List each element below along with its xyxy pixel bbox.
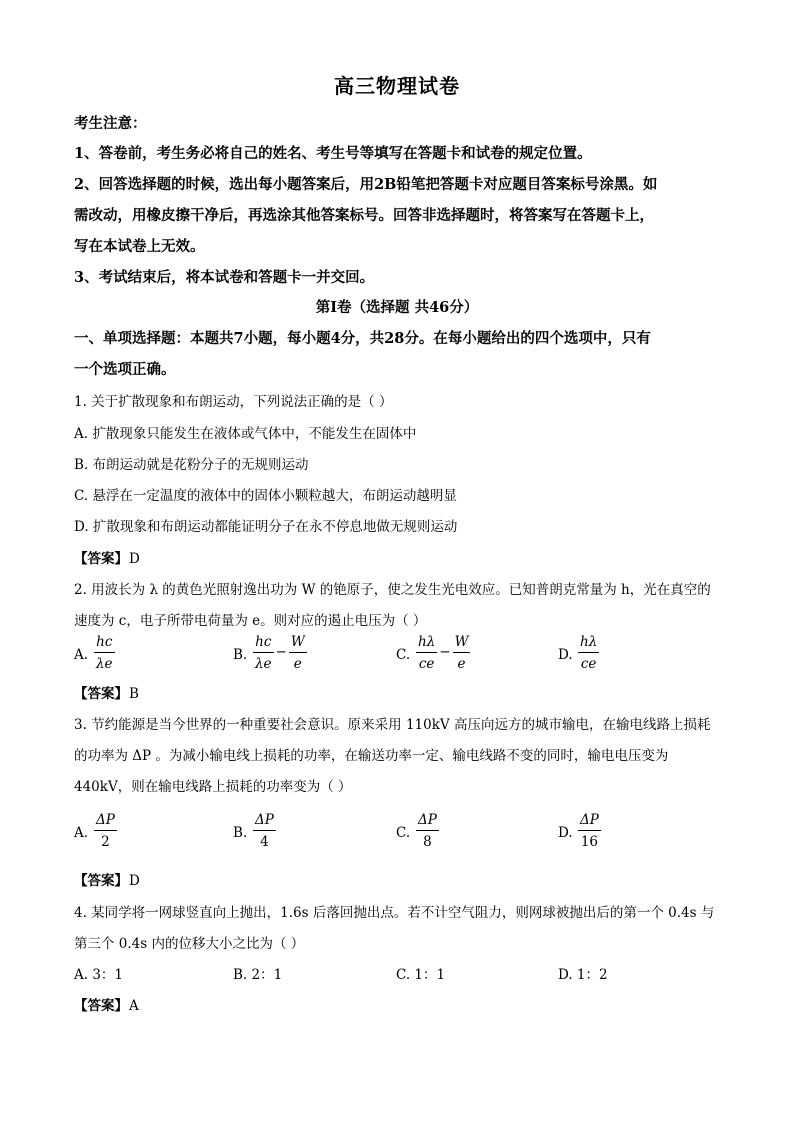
q3-stem-line-1: 3. 节约能源是当今世界的一种重要社会意识。原来采用 110kV 高压向远方的城市输电，在输电线路上损耗 [74, 717, 711, 733]
q2-answer-value: B [129, 686, 139, 702]
q3-options [74, 810, 734, 856]
fraction-numerator: ΔP [578, 810, 601, 831]
q4-stem-line-2: 第三个 0.4s 内的位移大小之比为（ ） [74, 936, 305, 952]
notice-item-2-line-2: 需改动，用橡皮擦干净后，再选涂其他答案标号。回答非选择题时，将答案写在答题卡上， [74, 207, 654, 224]
fraction [289, 632, 307, 675]
q3-stem-line-3: 440kV，则在输电线路上损耗的功率变为（ ） [74, 779, 352, 795]
fraction-numerator: hc [253, 632, 274, 653]
q1-option-b: B. 布朗运动就是花粉分子的无规则运动 [74, 457, 309, 473]
q1-option-c: C. 悬浮在一定温度的液体中的固体小颗粒越大，布朗运动越明显 [74, 488, 457, 504]
q1-answer [74, 547, 734, 567]
fraction-numerator: ΔP [94, 810, 117, 831]
q3-option-a-label: A. [74, 825, 89, 841]
fraction-denominator: 2 [101, 834, 110, 850]
q4-option-c: C. 1：1 [396, 967, 446, 983]
q3-option-d-label: D. [558, 825, 573, 841]
q3-answer [74, 869, 734, 889]
notice-item-1: 1、答卷前，考生务必将自己的姓名、考生号等填写在答题卡和试卷的规定位置。 [74, 145, 592, 162]
q1-option-d: D. 扩散现象和布朗运动都能证明分子在永不停息地做无规则运动 [74, 519, 458, 535]
q2-answer [74, 682, 734, 702]
fraction-numerator: hλ [416, 632, 437, 653]
fraction-numerator: hc [94, 632, 115, 653]
q4-stem-line-1: 4. 某同学将一网球竖直向上抛出，1.6s 后落回抛出点。若不计空气阻力，则网球被抛出后的第一个 0.4s 与 [74, 905, 715, 921]
answer-label: 【答案】 [74, 686, 128, 702]
q2-option-c-label: C. [396, 647, 411, 663]
notice-heading: 考生注意： [74, 115, 147, 132]
q3-option-b-label: B. [233, 825, 248, 841]
q1-answer-value: D [129, 551, 140, 567]
section-intro-line-2: 一个选项正确。 [74, 361, 176, 378]
q2-option-b-expression [253, 632, 307, 675]
answer-label: 【答案】 [74, 551, 128, 567]
fraction [416, 632, 437, 675]
fraction-denominator: λe [96, 656, 113, 672]
q4-option-b: B. 2：1 [233, 967, 283, 983]
q4-answer [74, 994, 734, 1014]
notice-item-3: 3、考试结束后，将本试卷和答题卡一并交回。 [74, 269, 375, 286]
notice-item-2-line-1: 2、回答选择题的时候，选出每小题答案后，用2B铅笔把答题卡对应题目答案标号涂黑。如 [74, 176, 658, 193]
fraction-numerator: hλ [578, 632, 599, 653]
notice-item-2-line-3: 写在本试卷上无效。 [74, 238, 205, 255]
fraction-denominator: 4 [260, 834, 269, 850]
q3-option-c-fraction [416, 810, 439, 853]
q2-options [74, 632, 734, 678]
minus-sign: − [275, 644, 287, 660]
fraction-denominator: e [457, 656, 466, 672]
q3-option-a-fraction [94, 810, 117, 853]
q2-stem-line-2: 速度为 c，电子所带电荷量为 e。则对应的遏止电压为（ ） [74, 613, 427, 629]
minus-sign: − [439, 644, 451, 660]
answer-label: 【答案】 [74, 873, 128, 889]
q4-option-a: A. 3：1 [74, 967, 124, 983]
page-title: 高三物理试卷 [334, 74, 460, 98]
q3-option-b-fraction [253, 810, 276, 853]
fraction-denominator: 16 [580, 834, 599, 850]
q4-answer-value: A [129, 998, 139, 1014]
fraction-denominator: ce [580, 656, 597, 672]
fraction-numerator: W [289, 632, 307, 653]
fraction-numerator: W [453, 632, 471, 653]
answer-label: 【答案】 [74, 998, 128, 1014]
fraction [253, 632, 274, 675]
q1-stem: 1. 关于扩散现象和布朗运动，下列说法正确的是（ ） [74, 394, 393, 410]
q3-answer-value: D [129, 873, 140, 889]
q2-option-a-fraction [94, 632, 115, 675]
q2-option-a-label: A. [74, 647, 89, 663]
section-intro-line-1: 一、单项选择题：本题共7小题，每小题4分，共28分。在每小题给出的四个选项中，只有 [74, 330, 651, 347]
fraction-denominator: ce [418, 656, 435, 672]
fraction-denominator: e [293, 656, 302, 672]
q3-stem-line-2: 的功率为 ΔP 。为减小输电线上损耗的功率，在输送功率一定、输电线路不变的同时，输电电压变为 [74, 748, 669, 764]
section-heading: 第Ⅰ卷（选择题 共46分） [315, 299, 479, 316]
q2-option-b-label: B. [233, 647, 248, 663]
fraction [453, 632, 471, 675]
q2-stem-line-1: 2. 用波长为 λ 的黄色光照射逸出功为 W 的铯原子，使之发生光电效应。已知普朗克常量为 h，光在真空的 [74, 582, 711, 598]
q3-option-c-label: C. [396, 825, 411, 841]
fraction-denominator: 8 [423, 834, 432, 850]
fraction-numerator: ΔP [253, 810, 276, 831]
q2-option-d-label: D. [558, 647, 573, 663]
q4-option-d: D. 1：2 [558, 967, 608, 983]
q3-option-d-fraction [578, 810, 601, 853]
q2-option-d-fraction [578, 632, 599, 675]
q2-option-c-expression [416, 632, 470, 675]
fraction-numerator: ΔP [416, 810, 439, 831]
q1-option-a: A. 扩散现象只能发生在液体或气体中，不能发生在固体中 [74, 426, 417, 442]
fraction-denominator: λe [255, 656, 272, 672]
